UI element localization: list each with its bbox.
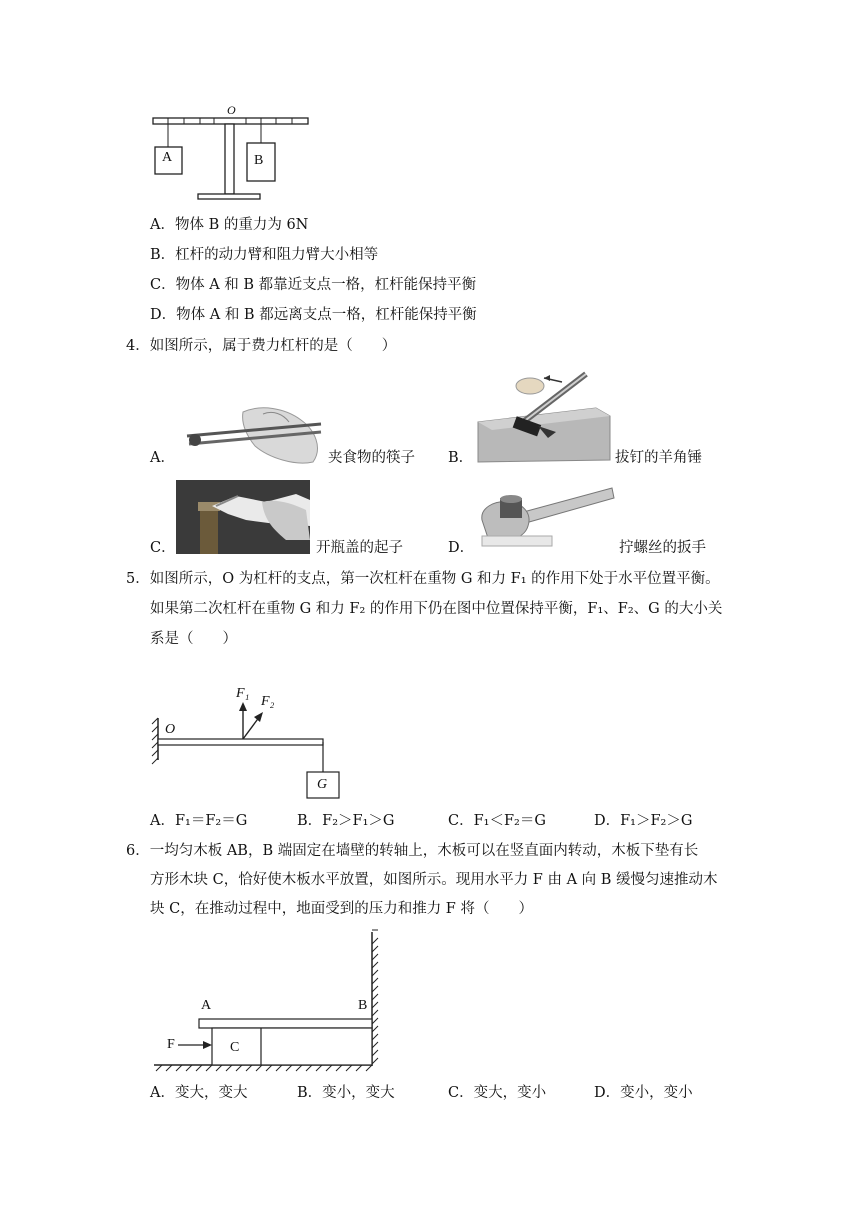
q4-option-d-letter: D． [448,540,475,556]
q3-option-d: D．物体 A 和 B 都远离支点一格，杠杆能保持平衡 [150,307,477,323]
wrench-image [476,484,614,554]
q3-label-b: B [254,153,264,168]
q4-option-c-caption: 开瓶盖的起子 [316,540,403,556]
q3-label-a: A [162,150,173,165]
q6-option-c: C．变大，变小 [448,1085,547,1101]
q6-label-b: B [358,998,368,1013]
chopsticks-image [183,400,323,470]
q5-stem-line-2: 如果第二次杠杆在重物 G 和力 F₂ 的作用下仍在图中位置保持平衡，F₁、F₂、G 的大小关 [150,601,723,617]
q5-label-f2: F₂ [261,694,275,709]
q5-label-o: O [165,722,176,737]
q5-label-g: G [317,777,328,792]
q6-label-a: A [201,998,212,1013]
q5-option-d: D．F₁＞F₂＞G [594,813,693,829]
q3-option-a: A．物体 B 的重力为 6N [150,217,309,233]
q3-option-b: B．杠杆的动力臂和阻力臂大小相等 [150,247,379,263]
q4-option-b-caption: 拔钉的羊角锤 [615,450,702,466]
q3-label-o: O [227,103,236,117]
q5-option-a: A．F₁＝F₂＝G [150,813,248,829]
q6-label-f: F [167,1037,175,1052]
q5-option-c: C．F₁＜F₂＝G [448,813,546,829]
q5-stem-line-3: 系是（ ） [150,631,237,647]
q5-label-f1: F₁ [236,686,250,701]
q6-stem-line-3: 块 C，在推动过程中，地面受到的压力和推力 F 将（ ） [150,901,533,917]
q3-option-c: C．物体 A 和 B 都靠近支点一格，杠杆能保持平衡 [150,277,477,293]
q6-option-d: D．变小，变小 [594,1085,693,1101]
q5-option-b: B．F₂＞F₁＞G [297,813,395,829]
q6-stem-line-1: 6．一均匀木板 AB，B 端固定在墙壁的转轴上，木板可以在竖直面内转动，木板下垫有长 [126,843,699,859]
q5-lever-figure [150,680,360,800]
q6-board-figure [150,930,390,1075]
q3-lever-figure [150,105,315,205]
q6-stem-line-2: 方形木块 C，恰好使木板水平放置，如图所示。现用水平力 F 由 A 向 B 缓慢匀速推动木 [150,872,718,888]
q5-stem-line-1: 5．如图所示，O 为杠杆的支点，第一次杠杆在重物 G 和力 F₁ 的作用下处于水平位置平衡。 [126,571,720,587]
claw-hammer-image [478,372,612,464]
q4-option-a-caption: 夹食物的筷子 [328,450,415,466]
q6-option-b: B．变小，变大 [297,1085,395,1101]
q4-option-c-letter: C． [150,540,176,556]
bottle-opener-image [176,480,310,554]
q4-option-a-letter: A． [150,450,175,466]
q6-label-c: C [230,1040,240,1055]
q6-option-a: A．变大，变大 [150,1085,248,1101]
q4-option-d-caption: 拧螺丝的扳手 [619,540,706,556]
q4-stem: 4．如图所示，属于费力杠杆的是（ ） [126,338,397,354]
q4-option-b-letter: B． [448,450,474,466]
